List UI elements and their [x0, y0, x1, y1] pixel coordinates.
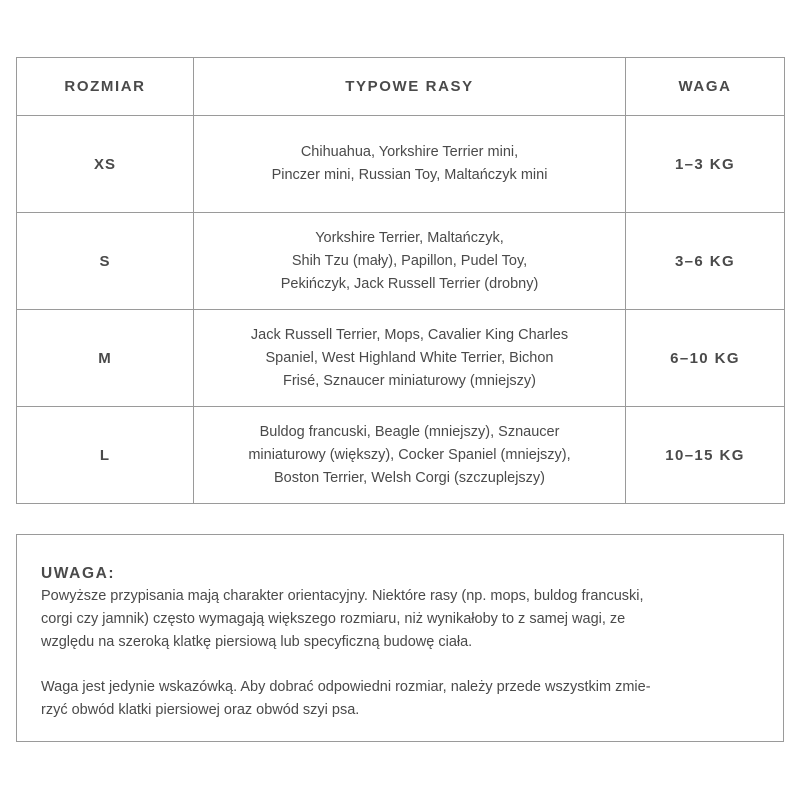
note-line: względu na szeroką klatkę piersiową lub specyficzną budowę ciała.	[41, 634, 473, 650]
breeds-line: Buldog francuski, Beagle (mniejszy), Sznaucer	[259, 423, 560, 440]
breeds-line: Boston Terrier, Welsh Corgi (szczuplejszy)	[273, 469, 546, 486]
breeds-cell	[194, 310, 626, 407]
note-paragraph	[41, 585, 759, 654]
weight-cell: 10–15 KG	[626, 407, 785, 504]
size-cell: XS	[17, 116, 194, 213]
note-line: Powyższe przypisania mają charakter orientacyjny. Niektóre rasy (np. mops, buldog francuski,	[41, 588, 644, 604]
size-cell: L	[17, 407, 194, 504]
table-header-row	[17, 58, 785, 116]
weight-cell: 1–3 KG	[626, 116, 785, 213]
breeds-cell	[194, 116, 626, 213]
size-chart-table	[16, 57, 785, 504]
size-cell: S	[17, 213, 194, 310]
weight-cell: 6–10 KG	[626, 310, 785, 407]
table-row	[17, 213, 785, 310]
weight-cell: 3–6 KG	[626, 213, 785, 310]
breeds-line: Pinczer mini, Russian Toy, Maltańczyk mini	[271, 167, 548, 183]
breeds-cell	[194, 407, 626, 504]
table-row	[17, 310, 785, 407]
table-row	[17, 116, 785, 213]
breeds-line: Pekińczyk, Jack Russell Terrier (drobny)	[280, 275, 539, 292]
header-weight: WAGA	[626, 58, 785, 116]
note-line: corgi czy jamnik) często wymagają większego rozmiaru, niż wynikałoby to z samej wagi, ze	[41, 611, 626, 627]
breeds-line: Yorkshire Terrier, Maltańczyk,	[315, 229, 504, 246]
breeds-line: Spaniel, West Highland White Terrier, Bichon	[265, 349, 554, 366]
size-cell: M	[17, 310, 194, 407]
breeds-line: Jack Russell Terrier, Mops, Cavalier King Charles	[250, 326, 569, 343]
note-paragraph	[41, 676, 759, 722]
breeds-line: Frisé, Sznaucer miniaturowy (mniejszy)	[282, 372, 536, 389]
breeds-line: miniaturowy (większy), Cocker Spaniel (mniejszy),	[248, 446, 571, 463]
note-line: rzyć obwód klatki piersiowej oraz obwód szyi psa.	[41, 702, 360, 718]
breeds-cell	[194, 213, 626, 310]
note-title: UWAGA:	[41, 565, 116, 582]
breeds-line: Chihuahua, Yorkshire Terrier mini,	[300, 144, 519, 160]
header-breeds: TYPOWE RASY	[194, 58, 626, 116]
table-row	[17, 407, 785, 504]
breeds-line: Shih Tzu (mały), Papillon, Pudel Toy,	[291, 252, 528, 269]
header-size: ROZMIAR	[17, 58, 194, 116]
note-line: Waga jest jedynie wskazówką. Aby dobrać odpowiedni rozmiar, należy przede wszystkim zmie-	[41, 679, 651, 695]
note-box	[16, 534, 784, 742]
